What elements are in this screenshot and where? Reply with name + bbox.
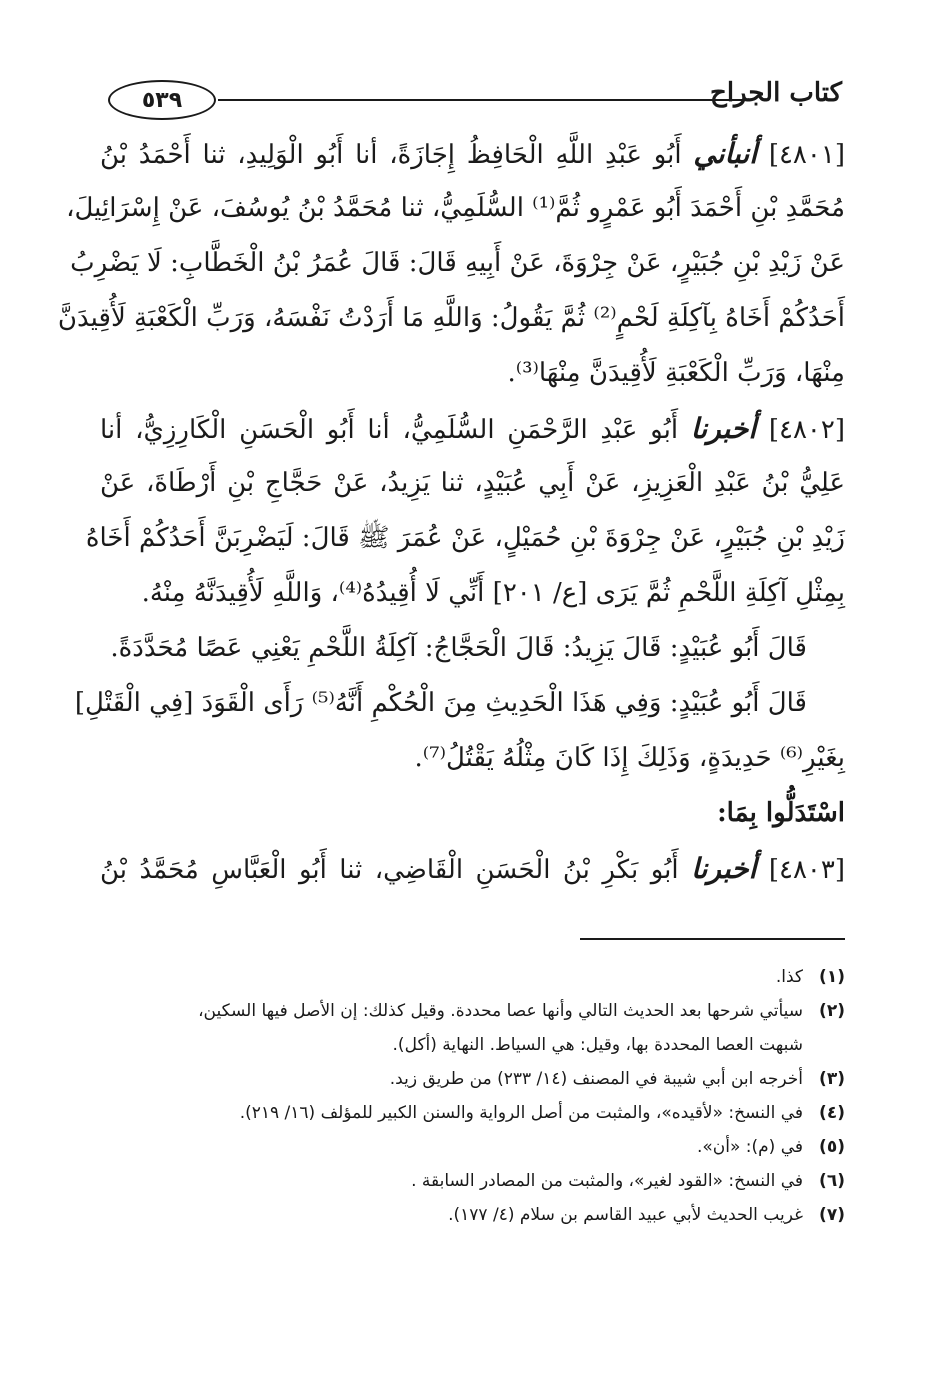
book-title: كتاب الجراح <box>710 78 842 108</box>
text-line <box>100 841 845 896</box>
footnote-text <box>100 1096 803 1130</box>
footnote-line: غريب الحديث لأبي عبيد القاسم بن سلام (٤/ ١٧٧). <box>448 1205 803 1225</box>
text-line <box>70 236 845 291</box>
header-rule <box>218 99 750 101</box>
footnote <box>100 1198 845 1232</box>
hadith-number: [٤٨٠٢] <box>756 415 845 445</box>
line-text: أَبُو بَكْرِ بْنُ الْحَسَنِ الْقَاضِي، ثنا أَبُو الْعَبَّاسِ مُحَمَّدُ بْنُ <box>100 855 692 885</box>
line-text: أَبُو عَبْدِ الرَّحْمَنِ السُّلَمِيُّ، أنا أَبُو الْحَسَنِ الْكَارِزِيُّ، أنا <box>100 415 691 445</box>
line-text: مُحَمَّدِ بْنِ أَحْمَدَ أَبُو عَمْرٍو ثُمَّ⁽¹⁾ السُّلَمِيُّ، ثنا مُحَمَّدُ بْنُ يُوسُفَ، عَنْ إِسْرَائِيلَ، <box>66 193 845 223</box>
text-line <box>100 126 845 181</box>
footnote-number: (٢) <box>819 1001 845 1021</box>
footnote <box>100 1130 845 1164</box>
footnote-number: (١) <box>819 967 845 987</box>
text-line <box>85 511 845 566</box>
text-line <box>100 346 845 401</box>
line-text: مِنْهَا، وَرَبِّ الْكَعْبَةِ لَأُقِيدَنَّ مِنْهَا⁽³⁾. <box>507 358 845 388</box>
narration-keyword: أخبرنا <box>690 412 757 445</box>
line-text: أَبُو عَبْدِ اللَّهِ الْحَافِظُ إِجَازَةً، أنا أَبُو الْوَلِيدِ، ثنا أَحْمَدُ بْنُ <box>100 140 694 170</box>
footnote <box>100 994 845 1062</box>
text-line <box>100 456 845 511</box>
line-text: قَالَ أَبُو عُبَيْدٍ: قَالَ يَزِيدُ: قَالَ الْحَجَّاجُ: آكِلَةُ اللَّحْمِ يَعْنِي عَصًا مُحَدَّدَةً. <box>110 633 807 663</box>
footnote-text <box>100 1062 803 1096</box>
footnote-text <box>100 960 803 994</box>
line-text: بِغَيْرِ⁽⁶⁾ حَدِيدَةٍ، وَذَلِكَ إِذَا كَانَ مِثْلُهُ يَقْتُلُ⁽⁷⁾. <box>414 743 845 773</box>
text-line <box>66 181 845 236</box>
text-line <box>74 676 845 731</box>
footnote-line: في النسخ: «لأقيده»، والمثبت من أصل الرواية والسنن الكبير للمؤلف (١٦/ ٢١٩). <box>239 1103 803 1123</box>
footnote-text <box>100 1130 803 1164</box>
line-text: قَالَ أَبُو عُبَيْدٍ: وَفِي هَذَا الْحَدِيثِ مِنَ الْحُكْمِ أَنَّهُ⁽⁵⁾ رَأَى الْقَوَدَ [فِي الْقَتْلِ] <box>74 688 807 718</box>
footnote-text <box>100 1164 803 1198</box>
narration-keyword: أنبأني <box>693 137 758 170</box>
line-text: أَحَدُكُمْ أَخَاهُ بِآكِلَةِ لَحْمٍ⁽²⁾ ثُمَّ يَقُولُ: وَاللَّهِ مَا أَرَدْتُ نَفْسَهُ، وَرَبِّ الْكَعْبَةِ لَأُقِيدَنَّ <box>57 303 845 333</box>
main-text <box>57 126 845 896</box>
footnote-line: كذا. <box>775 967 803 987</box>
line-text: عَلِيُّ بْنُ عَبْدِ الْعَزِيزِ، عَنْ أَبِي عُبَيْدٍ، ثنا يَزِيدُ، عَنْ حَجَّاجِ بْنِ أَرْطَاةَ، عَنْ <box>100 468 845 498</box>
footnote-number: (٦) <box>819 1171 845 1191</box>
hadith-number: [٤٨٠٣] <box>756 855 845 885</box>
footnotes <box>100 960 845 1232</box>
footnote-text <box>100 994 803 1062</box>
footnote-line: أخرجه ابن أبي شيبة في المصنف (١٤/ ٢٣٣) من طريق زيد. <box>389 1069 803 1089</box>
footnote-number: (٧) <box>819 1205 845 1225</box>
footnote-number: (٣) <box>819 1069 845 1089</box>
footnote-line: في (م): «أن». <box>696 1137 803 1157</box>
line-text: زَيْدِ بْنِ جُبَيْرٍ، عَنْ جِرْوَةَ بْنِ حُمَيْلٍ، عَنْ عُمَرَ ﷺ قَالَ: لَيَضْرِبَنَّ أَحَدُكُمْ أَخَاهُ <box>85 523 845 553</box>
footnote <box>100 1062 845 1096</box>
footnote <box>100 960 845 994</box>
footnote-line: في النسخ: «القود لغير»، والمثبت من المصادر السابقة . <box>411 1171 803 1191</box>
page-number: ٥٣٩ <box>108 80 216 120</box>
text-line <box>100 401 845 456</box>
line-text: عَنْ زَيْدِ بْنِ جُبَيْرٍ، عَنْ جِرْوَةَ، عَنْ أَبِيهِ قَالَ: قَالَ عُمَرُ بْنُ الْخَطَّابِ: لَا يَضْرِبُ <box>70 248 845 278</box>
footnote-number: (٤) <box>819 1103 845 1123</box>
line-text: بِمِثْلِ آكِلَةِ اللَّحْمِ ثُمَّ يَرَى [ع/ ٢٠١] أَنِّي لَا أُقِيدُهُ⁽⁴⁾، وَاللَّهِ لَأُقِيدَنَّهُ مِنْهُ. <box>141 578 845 608</box>
footnote-separator <box>580 938 845 940</box>
page-header <box>100 68 842 128</box>
footnote-number: (٥) <box>819 1137 845 1157</box>
text-line <box>57 291 845 346</box>
text-line <box>100 731 845 786</box>
narration-keyword: أخبرنا <box>691 852 757 885</box>
footnote-text <box>100 1198 803 1232</box>
text-line <box>100 621 845 676</box>
text-line <box>100 566 845 621</box>
footnote <box>100 1096 845 1130</box>
footnote-line: سيأتي شرحها بعد الحديث التالي وأنها عصا محددة. وقيل كذلك: إن الأصل فيها السكين، <box>198 1001 803 1021</box>
hadith-number: [٤٨٠١] <box>757 140 845 170</box>
footnote <box>100 1164 845 1198</box>
section-heading: اسْتَدَلُّوا بِمَا: <box>717 798 845 828</box>
footnote-line: شبهت العصا المحددة بها، وقيل: هي السياط. النهاية (أكل). <box>392 1035 803 1055</box>
